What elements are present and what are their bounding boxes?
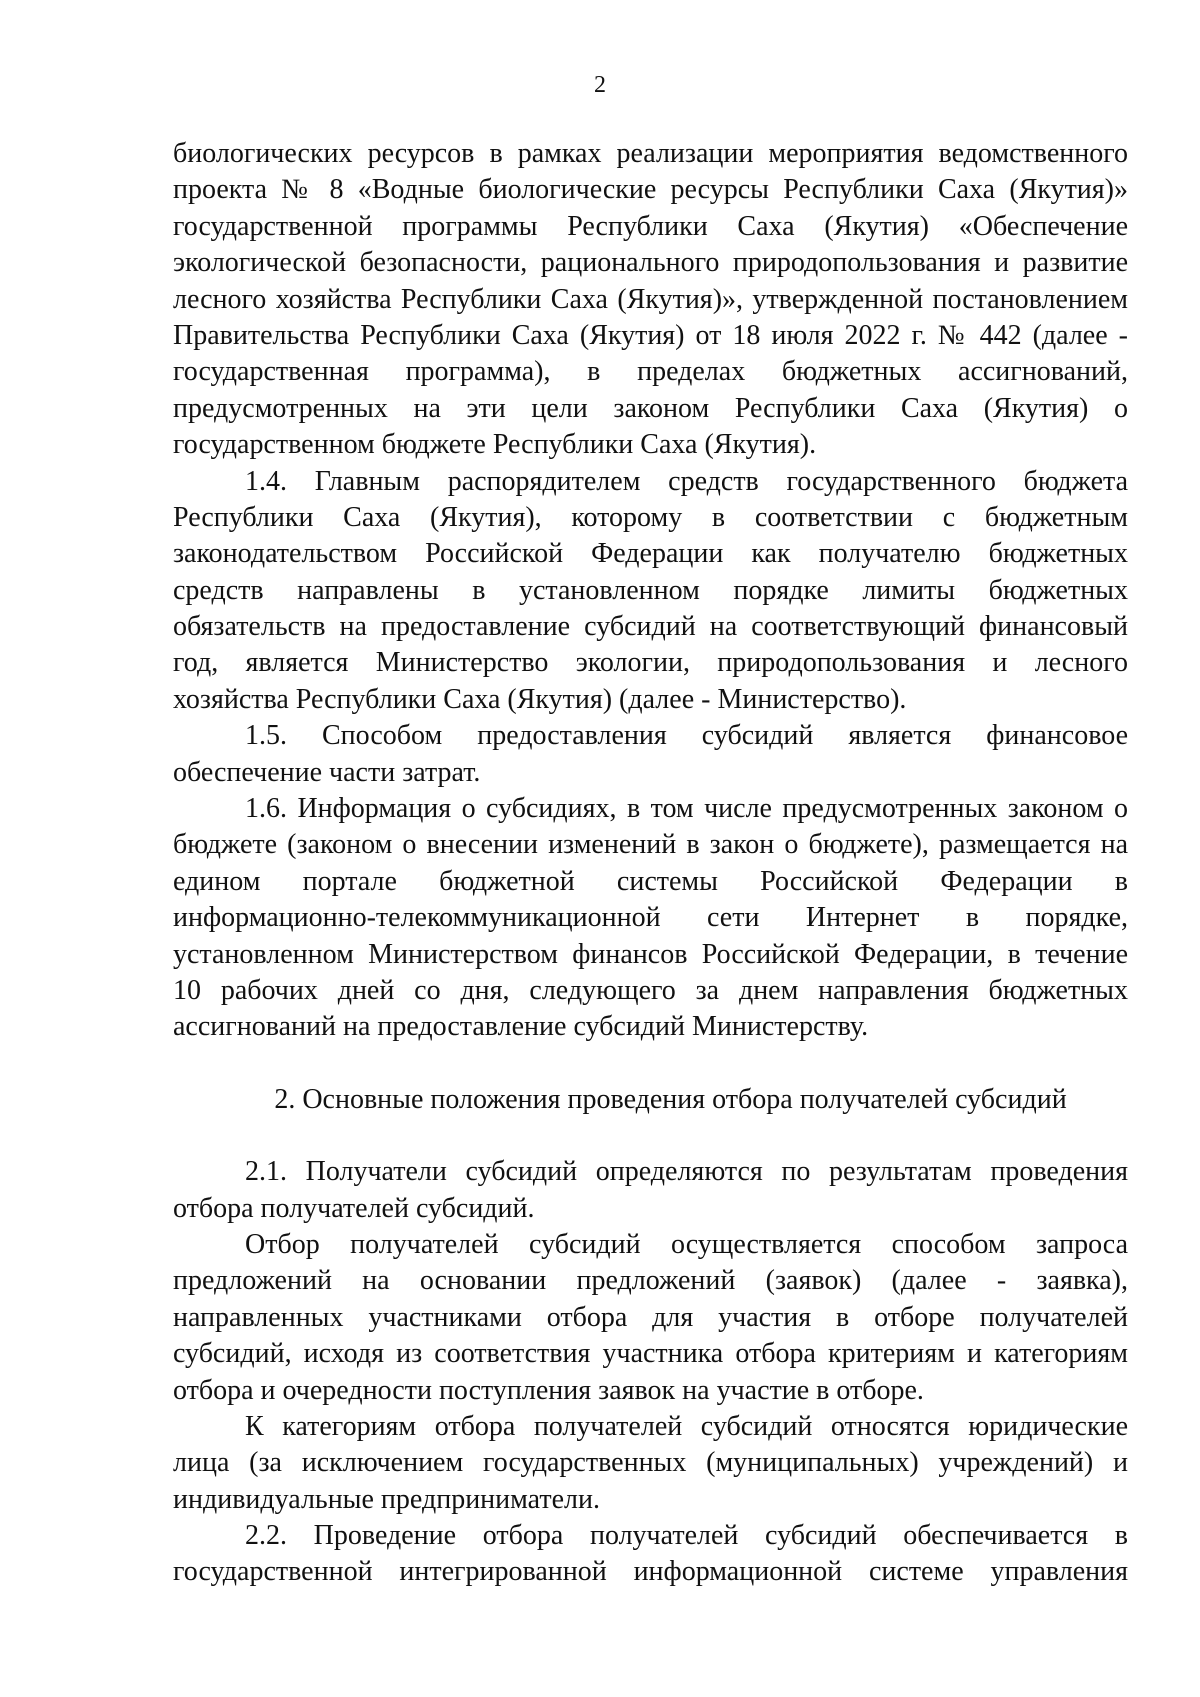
paragraph	[173, 1409, 1128, 1518]
text-line: 10 рабочих дней со дня, следующего за днем направления бюджетных	[173, 974, 1128, 1006]
text-line: К категориям отбора получателей субсидий относятся юридические	[245, 1410, 1128, 1442]
text-line: ассигнований на предоставление субсидий Министерству.	[173, 1011, 869, 1043]
spacer	[173, 1046, 1128, 1082]
text-line: биологических ресурсов в рамках реализации мероприятия ведомственного	[173, 138, 1128, 169]
text-line: обязательств на предоставление субсидий на соответствующий финансовый	[173, 611, 1128, 643]
text-line: отбора получателей субсидий.	[173, 1192, 535, 1224]
text-line: бюджете (законом о внесении изменений в закон о бюджете), размещается на	[173, 829, 1128, 861]
text-line: направленных участниками отбора для участия в отборе получателей	[173, 1301, 1128, 1333]
text-line: год, является Министерство экологии, природопользования и лесного	[173, 647, 1128, 679]
text-line: предусмотренных на эти цели законом Республики Саха (Якутия) о	[173, 392, 1128, 424]
text-line: государственная программа), в пределах бюджетных ассигнований,	[173, 356, 1128, 388]
text-line: 1.5. Способом предоставления субсидий является финансовое	[245, 720, 1128, 752]
document-body	[173, 136, 1128, 1591]
paragraph	[173, 1227, 1128, 1409]
text-line: 2.2. Проведение отбора получателей субсидий обеспечивается в	[245, 1520, 1128, 1552]
page-number: 2	[594, 72, 606, 98]
text-line: проекта № 8 «Водные биологические ресурсы Республики Саха (Якутия)»	[173, 174, 1128, 206]
section-heading: 2. Основные положения проведения отбора получателей субсидий	[274, 1083, 1067, 1115]
paragraph	[173, 791, 1128, 1046]
paragraph	[173, 718, 1128, 791]
text-line: 2.1. Получатели субсидий определяются по результатам проведения	[245, 1156, 1128, 1188]
text-line: лесного хозяйства Республики Саха (Якутия)», утвержденной постановлением	[173, 283, 1128, 315]
paragraph	[173, 1518, 1128, 1591]
paragraph	[173, 1154, 1128, 1227]
text-line: Отбор получателей субсидий осуществляется способом запроса	[245, 1228, 1128, 1260]
text-line: отбора и очередности поступления заявок на участие в отборе.	[173, 1374, 924, 1406]
text-line: Республики Саха (Якутия), которому в соответствии с бюджетным	[173, 501, 1128, 533]
text-line: субсидий, исходя из соответствия участника отбора критериям и категориям	[173, 1338, 1128, 1370]
text-line: государственной интегрированной информационной системе управления	[173, 1556, 1128, 1588]
text-line: средств направлены в установленном порядке лимиты бюджетных	[173, 574, 1128, 606]
text-line: законодательством Российской Федерации как получателю бюджетных	[173, 538, 1128, 570]
text-line: хозяйства Республики Саха (Якутия) (далее - Министерство).	[173, 683, 907, 715]
spacer	[173, 1118, 1128, 1154]
text-line: индивидуальные предприниматели.	[173, 1483, 600, 1515]
text-line: государственной программы Республики Саха (Якутия) «Обеспечение	[173, 210, 1128, 242]
text-line: едином портале бюджетной системы Российской Федерации в	[173, 865, 1128, 897]
paragraph	[173, 136, 1128, 464]
text-line: 1.4. Главным распорядителем средств государственного бюджета	[245, 465, 1128, 497]
text-line: государственном бюджете Республики Саха (Якутия).	[173, 429, 817, 461]
text-line: установленном Министерством финансов Российской Федерации, в течение	[173, 938, 1128, 970]
text-line: обеспечение части затрат.	[173, 756, 481, 788]
text-line: предложений на основании предложений (заявок) (далее - заявка),	[173, 1265, 1128, 1297]
text-line: лица (за исключением государственных (муниципальных) учреждений) и	[173, 1447, 1128, 1479]
text-line: Правительства Республики Саха (Якутия) от 18 июля 2022 г. № 442 (далее -	[173, 319, 1128, 351]
text-line: информационно-телекоммуникационной сети Интернет в порядке,	[173, 902, 1128, 934]
paragraph	[173, 464, 1128, 719]
text-line: 1.6. Информация о субсидиях, в том числе предусмотренных законом о	[245, 793, 1128, 825]
text-line: экологической безопасности, рационального природопользования и развитие	[173, 247, 1128, 279]
